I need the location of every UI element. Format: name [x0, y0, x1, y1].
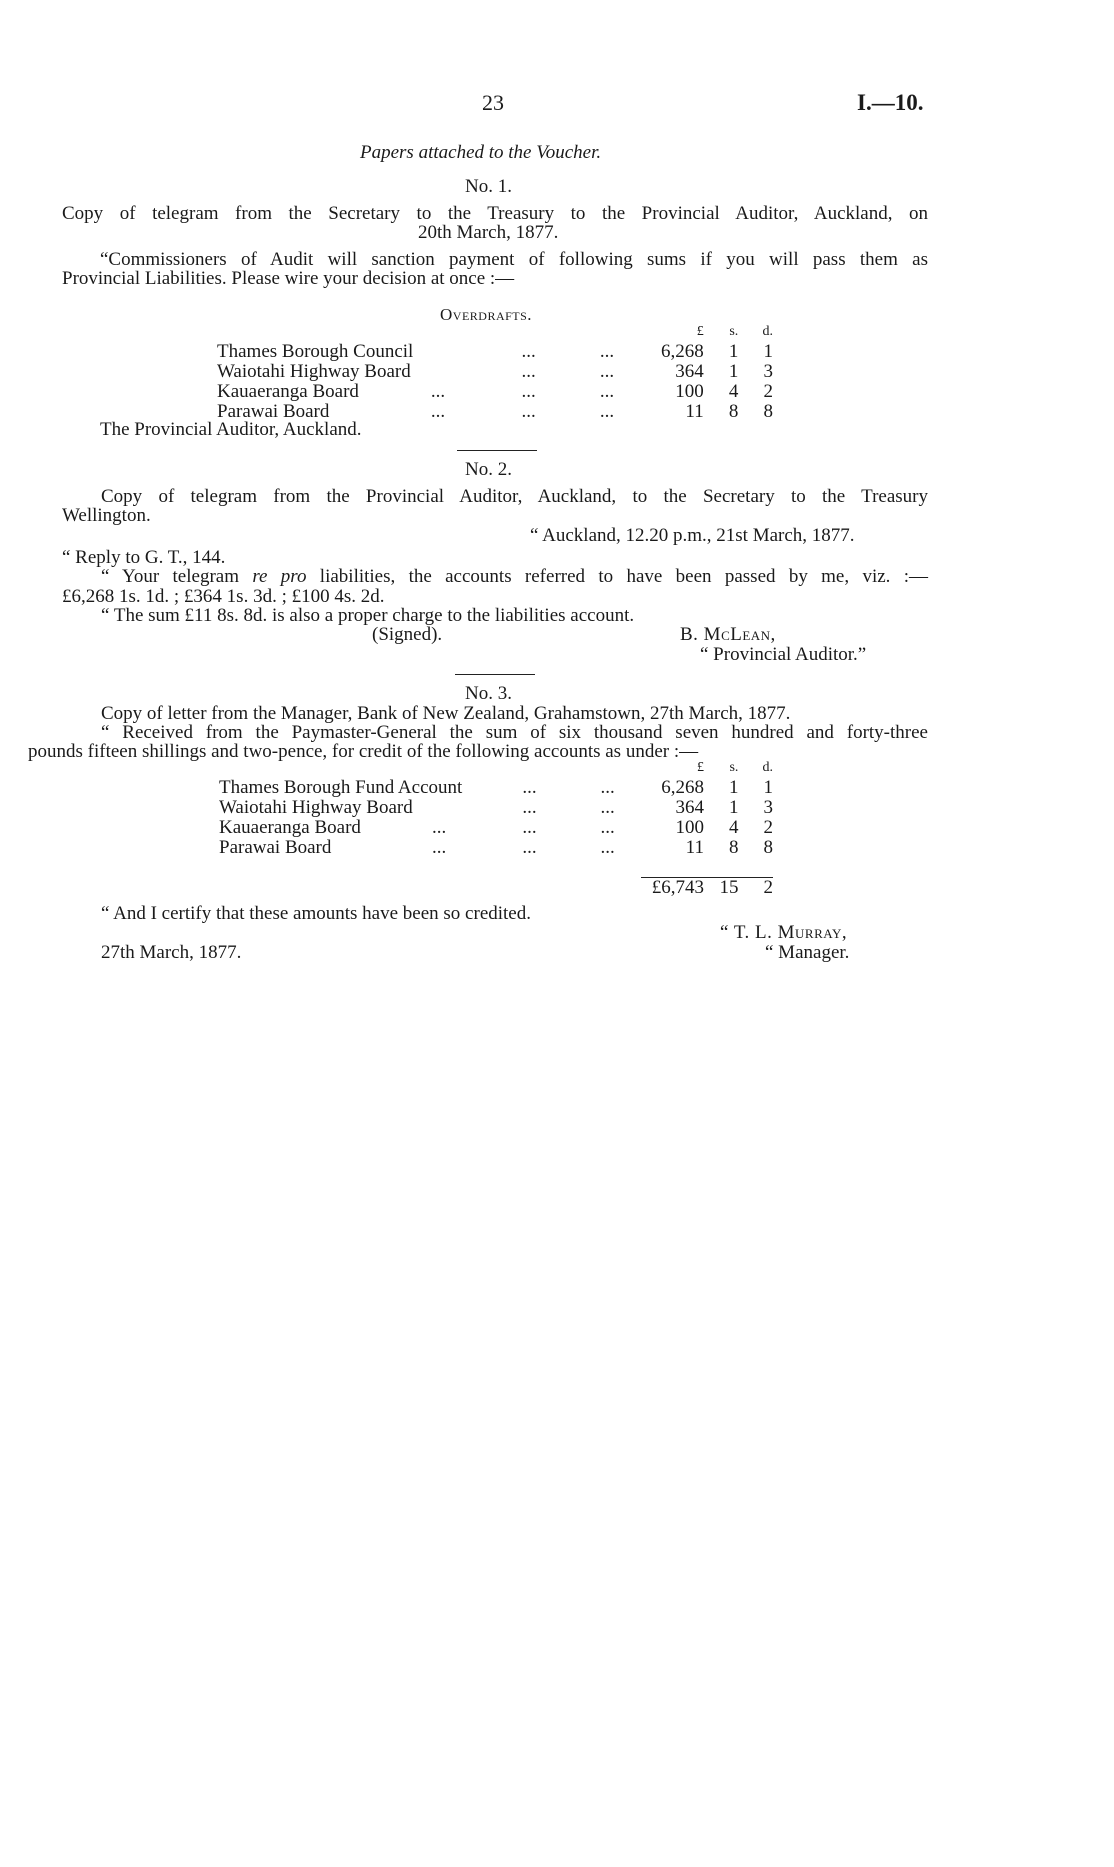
total-pounds: £6,743	[651, 877, 704, 898]
leader-dots: ...	[521, 341, 536, 362]
account-name: Parawai Board	[217, 401, 330, 422]
leader-dots: ...	[521, 361, 536, 382]
account-name: Kauaeranga Board	[219, 817, 361, 838]
pence-value: 8	[763, 401, 773, 422]
pounds-value: 6,268	[660, 341, 704, 362]
pounds-value: 11	[685, 401, 704, 422]
table-row	[217, 382, 773, 402]
shillings-column-header: s.	[729, 324, 739, 339]
overdrafts-table	[217, 322, 773, 422]
account-name: Waiotahi Highway Board	[219, 797, 413, 818]
table-row	[217, 362, 773, 382]
no3-paragraph-line2: pounds fifteen shillings and two-pence, for credit of the following accounts as under :—	[28, 741, 699, 762]
pence-value: 3	[763, 361, 773, 382]
section-heading-no3: No. 3.	[465, 683, 512, 704]
no3-date: 27th March, 1877.	[101, 942, 242, 963]
no3-certify: “ And I certify that these amounts have been so credited.	[101, 903, 531, 924]
section-divider	[457, 450, 537, 451]
shillings-value: 8	[728, 401, 739, 422]
pounds-value: 6,268	[661, 777, 704, 798]
account-name: Thames Borough Council	[217, 341, 414, 362]
total-shillings: 15	[719, 877, 739, 898]
section-heading-no1: No. 1.	[465, 176, 512, 197]
account-name: Waiotahi Highway Board	[217, 361, 411, 382]
leader-dots: ...	[522, 777, 537, 798]
shillings-value: 8	[728, 837, 739, 858]
shillings-value: 4	[728, 817, 739, 838]
leader-dots: ...	[432, 837, 447, 858]
no3-intro: Copy of letter from the Manager, Bank of New Zealand, Grahamstown, 27th March, 1877.	[101, 703, 791, 724]
table-row	[219, 798, 773, 818]
total-pence: 2	[763, 877, 773, 898]
no1-closing: The Provincial Auditor, Auckland.	[100, 419, 362, 440]
no2-body-line3: “ The sum £11 8s. 8d. is also a proper charge to the liabilities account.	[101, 605, 635, 626]
pence-value: 8	[763, 837, 773, 858]
pounds-value: 364	[675, 797, 704, 818]
no3-signatory-name	[720, 922, 847, 943]
page-number: 23	[482, 90, 504, 115]
pence-value: 1	[763, 777, 773, 798]
table-header-row	[217, 322, 773, 342]
no1-paragraph-line2: Provincial Liabilities. Please wire your decision at once :—	[62, 268, 515, 289]
signatory-title: “ Provincial Auditor.”	[700, 644, 867, 665]
signatory-name	[680, 624, 776, 645]
shillings-value: 1	[728, 797, 739, 818]
no2-body-line2: £6,268 1s. 1d. ; £364 1s. 3d. ; £100 4s. 2d.	[62, 586, 385, 607]
signatory-text: B. McLean,	[680, 624, 776, 645]
shillings-value: 4	[728, 381, 739, 402]
leader-dots: ...	[600, 837, 615, 858]
accounts-table	[219, 758, 773, 898]
leader-dots: ...	[600, 817, 615, 838]
no1-intro-line1: Copy of telegram from the Secretary to the Treasury to the Provincial Auditor, Auckland, on	[62, 203, 928, 224]
table-row	[219, 778, 773, 798]
leader-dots: ...	[600, 797, 615, 818]
table-total-row	[219, 878, 773, 898]
pence-value: 1	[763, 341, 773, 362]
no3-paragraph-line1: “ Received from the Paymaster-General the sum of six thousand seven hundred and forty-three	[101, 722, 928, 743]
body-text: liabilities, the accounts referred to have been passed by me, viz. :—	[306, 566, 929, 587]
leader-dots: ...	[522, 797, 537, 818]
pence-value: 2	[763, 381, 773, 402]
table-row	[217, 342, 773, 362]
pence-value: 2	[763, 817, 773, 838]
shillings-value: 1	[728, 777, 739, 798]
pence-value: 3	[763, 797, 773, 818]
table-total-rule-row	[219, 858, 773, 878]
pounds-value: 364	[675, 361, 704, 382]
no1-intro-line2: 20th March, 1877.	[418, 222, 559, 243]
no3-signatory-title: “ Manager.	[765, 942, 850, 963]
leader-dots: ...	[430, 381, 446, 402]
leader-dots: ...	[522, 817, 537, 838]
shillings-value: 1	[728, 361, 739, 382]
shillings-column-header: s.	[729, 760, 739, 775]
body-text: “ Your telegram	[101, 566, 253, 587]
leader-dots: ...	[430, 401, 446, 422]
table-row	[219, 818, 773, 838]
leader-dots: ...	[599, 341, 615, 362]
pence-column-header: d.	[762, 760, 773, 775]
pounds-column-header: £	[696, 324, 704, 339]
leader-dots: ...	[522, 837, 537, 858]
leader-dots: ...	[600, 777, 615, 798]
table-header-row	[219, 758, 773, 778]
signed-label: (Signed).	[372, 624, 443, 645]
signatory-text: “ T. L. Murray,	[720, 922, 848, 943]
account-name: Parawai Board	[219, 837, 332, 858]
leader-dots: ...	[599, 381, 615, 402]
section-divider	[455, 674, 535, 675]
account-name: Kauaeranga Board	[217, 381, 359, 402]
overdrafts-title: Overdrafts.	[440, 305, 533, 324]
no2-reply: “ Reply to G. T., 144.	[62, 547, 226, 568]
leader-dots: ...	[521, 381, 536, 402]
no2-body-line1	[101, 566, 928, 587]
table-row	[219, 838, 773, 858]
no2-intro-line2: Wellington.	[62, 505, 151, 526]
body-text-italic: re pro	[252, 566, 307, 587]
pounds-value: 100	[675, 817, 704, 838]
section-heading-no2: No. 2.	[465, 459, 512, 480]
pounds-value: 100	[675, 381, 704, 402]
leader-dots: ...	[599, 361, 615, 382]
leader-dots: ...	[521, 401, 536, 422]
account-name: Thames Borough Fund Account	[219, 777, 463, 798]
page-reference: I.—10.	[857, 90, 924, 115]
leader-dots: ...	[599, 401, 615, 422]
no1-paragraph-line1: “Commissioners of Audit will sanction payment of following sums if you will pass them as	[100, 249, 928, 270]
pounds-column-header: £	[696, 760, 704, 775]
no2-dateline: “ Auckland, 12.20 p.m., 21st March, 1877.	[530, 525, 855, 546]
no2-intro-line1: Copy of telegram from the Provincial Auditor, Auckland, to the Secretary to the Treasury	[101, 486, 928, 507]
shillings-value: 1	[728, 341, 739, 362]
pounds-value: 11	[685, 837, 704, 858]
leader-dots: ...	[432, 817, 447, 838]
document-title: Papers attached to the Voucher.	[360, 142, 602, 163]
pence-column-header: d.	[762, 324, 773, 339]
